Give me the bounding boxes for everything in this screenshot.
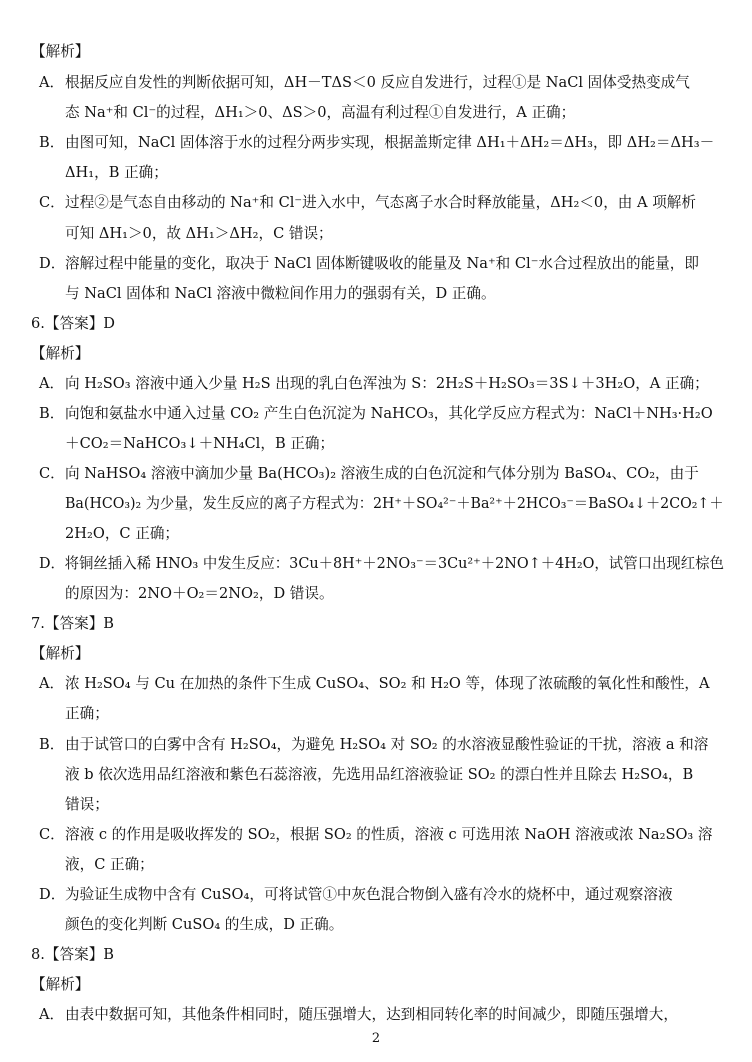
answer-option-line <box>39 193 696 213</box>
answer-option-line <box>39 374 709 394</box>
continuation-line: Ba(HCO₃)₂ 为少量，发生反应的离子方程式为：2H⁺＋SO₄²⁻＋Ba²⁺＋2HCO₃⁻＝BaSO₄↓＋2CO₂↑＋ <box>65 495 724 512</box>
option-text: 由于试管口的白雾中含有 H₂SO₄，为避免 H₂SO₄ 对 SO₂ 的水溶液显酸性验证的干扰，溶液 a 和溶 <box>65 736 709 753</box>
continuation-line: 正确； <box>65 705 109 722</box>
section-heading: 【解析】 <box>31 645 90 662</box>
answer-option-line <box>39 554 724 574</box>
option-label: D． <box>39 886 66 903</box>
option-label: C． <box>39 194 65 211</box>
continuation-line: 液，C 正确； <box>65 856 154 873</box>
section-heading: 【解析】 <box>31 43 90 60</box>
continuation-line: 颜色的变化判断 CuSO₄ 的生成，D 正确。 <box>65 916 344 933</box>
option-text: 根据反应自发性的判断依据可知，ΔH－TΔS＜0 反应自发进行，过程①是 NaCl 固体受热变成气 <box>65 74 690 91</box>
answer-option-line <box>39 1005 678 1025</box>
option-text: 由表中数据可知，其他条件相同时，随压强增大，达到相同转化率的时间减少，即随压强增大， <box>65 1006 678 1023</box>
continuation-line: 与 NaCl 固体和 NaCl 溶液中微粒间作用力的强弱有关，D 正确。 <box>65 285 496 302</box>
continuation-line: 液 b 依次选用品红溶液和紫色石蕊溶液，先选用品红溶液验证 SO₂ 的漂白性并且除去 H₂SO₄，B <box>65 766 694 783</box>
answer-option-line <box>39 825 713 845</box>
option-text: 溶液 c 的作用是吸收挥发的 SO₂，根据 SO₂ 的性质，溶液 c 可选用浓 NaOH 溶液或浓 Na₂SO₃ 溶 <box>65 826 713 843</box>
section-heading: 【解析】 <box>31 976 90 993</box>
answer-option-line <box>39 464 699 484</box>
option-text: 溶解过程中能量的变化，取决于 NaCl 固体断键吸收的能量及 Na⁺和 Cl⁻水合过程放出的能量，即 <box>65 255 699 272</box>
option-text: 将铜丝插入稀 HNO₃ 中发生反应：3Cu＋8H⁺＋2NO₃⁻＝3Cu²⁺＋2NO↑＋4H₂O，试管口出现红棕色 <box>64 555 724 572</box>
option-label: C． <box>39 465 65 482</box>
option-label: A． <box>39 675 65 692</box>
option-label: B． <box>39 405 65 422</box>
option-text: 过程②是气态自由移动的 Na⁺和 Cl⁻进入水中，气态离子水合时释放能量，ΔH₂＜0，由 A 项解析 <box>65 194 696 211</box>
continuation-line: ΔH₁，B 正确； <box>65 164 168 181</box>
option-text: 浓 H₂SO₄ 与 Cu 在加热的条件下生成 CuSO₄、SO₂ 和 H₂O 等，体现了浓硫酸的氧化性和酸性，A <box>65 675 710 692</box>
option-text: 为验证生成物中含有 CuSO₄，可将试管①中灰色混合物倒入盛有冷水的烧杯中，通过观察溶液 <box>65 886 673 903</box>
answer-option-line <box>39 73 690 93</box>
option-text: 向 NaHSO₄ 溶液中滴加少量 Ba(HCO₃)₂ 溶液生成的白色沉淀和气体分别为 BaSO₄、CO₂，由于 <box>65 465 699 482</box>
option-label: D． <box>39 555 65 572</box>
section-heading: 【解析】 <box>31 345 90 362</box>
answer-option-line <box>39 404 713 424</box>
option-label: A． <box>39 1006 65 1023</box>
option-label: A． <box>39 74 65 91</box>
answer-option-line <box>39 735 708 755</box>
option-label: B． <box>39 736 65 753</box>
continuation-line: 可知 ΔH₁＞0，故 ΔH₁＞ΔH₂，C 错误； <box>65 225 333 242</box>
continuation-line: 态 Na⁺和 Cl⁻的过程，ΔH₁＞0、ΔS＞0，高温有利过程①自发进行，A 正确； <box>65 104 576 121</box>
option-text: 由图可知，NaCl 固体溶于水的过程分两步实现，根据盖斯定律 ΔH₁＋ΔH₂＝ΔH₃，即 ΔH₂＝ΔH₃－ <box>65 134 715 151</box>
section-heading: 7.【答案】B <box>31 615 115 632</box>
answer-option-line <box>39 885 673 905</box>
option-text: 向 H₂SO₃ 溶液中通入少量 H₂S 出现的乳白色浑浊为 S：2H₂S＋H₂SO₃＝3S↓＋3H₂O，A 正确； <box>65 375 709 392</box>
section-heading: 8.【答案】B <box>31 946 115 963</box>
option-label: C． <box>39 826 65 843</box>
continuation-line: ＋CO₂＝NaHCO₃↓＋NH₄Cl，B 正确； <box>65 435 335 452</box>
continuation-line: 的原因为：2NO＋O₂＝2NO₂，D 错误。 <box>65 585 334 602</box>
page-number: 2 <box>371 1031 381 1046</box>
option-label: D． <box>39 255 66 272</box>
answer-option-line <box>39 674 710 694</box>
continuation-line: 2H₂O，C 正确； <box>65 525 180 542</box>
option-text: 向饱和氨盐水中通入过量 CO₂ 产生白色沉淀为 NaHCO₃，其化学反应方程式为：NaCl＋NH₃·H₂O <box>65 405 713 422</box>
answer-option-line <box>39 133 714 153</box>
answer-option-line <box>39 254 699 274</box>
section-heading: 6.【答案】D <box>31 315 115 332</box>
option-label: B． <box>39 134 65 151</box>
option-label: A． <box>39 375 65 392</box>
continuation-line: 错误； <box>65 796 109 813</box>
